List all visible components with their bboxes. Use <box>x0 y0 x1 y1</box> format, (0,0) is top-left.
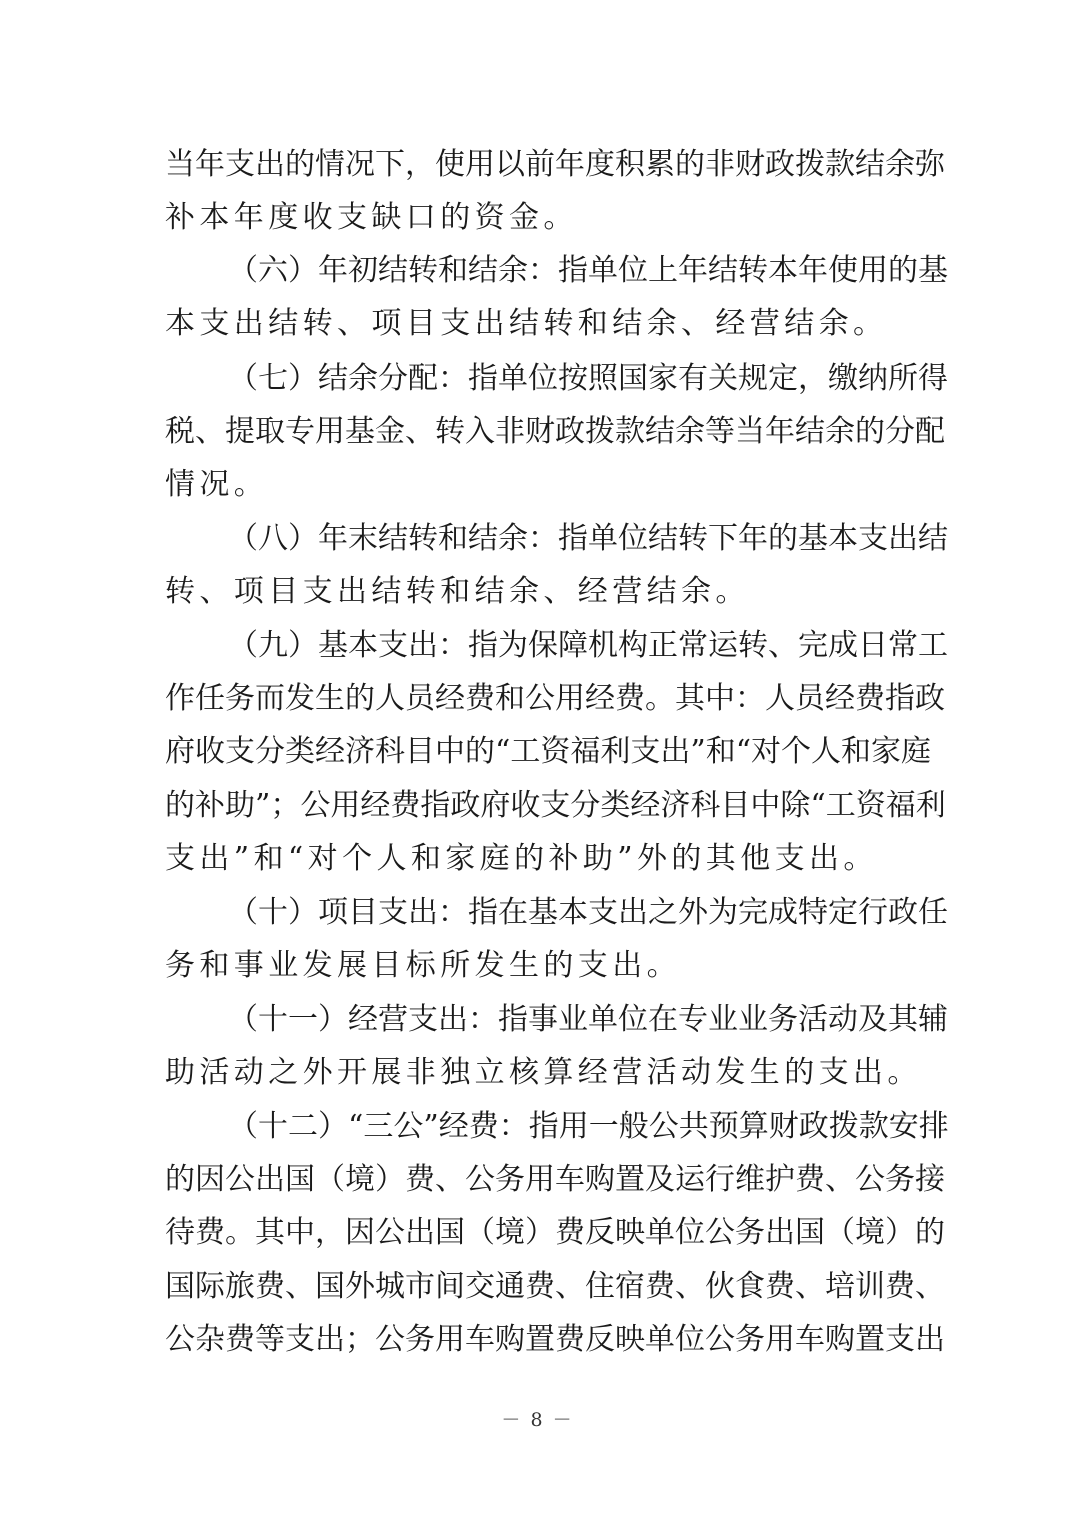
paragraph-start-line: （ 十 ） 项 目 支 出 ： 指 在 基 本 支 出 之 外 为 完 成 特 定 行 政 任 <box>228 895 948 930</box>
text-line: 的 补 助 ” ； 公 用 经 费 指 政 府 收 支 分 类 经 济 科 目 中 除 “ 工 资 福 利 <box>165 788 946 823</box>
paragraph-start-line: （ 六 ） 年 初 结 转 和 结 余 ： 指 单 位 上 年 结 转 本 年 使 用 的 基 <box>228 253 948 288</box>
text-line: 转、项目支出结转和结余、经营结余。 <box>165 574 750 609</box>
text-line: 的 因 公 出 国 （ 境 ） 费 、 公 务 用 车 购 置 及 运 行 维 护 费 、 公 务 接 <box>165 1162 945 1197</box>
text-line: 国 际 旅 费 、 国 外 城 市 间 交 通 费 、 住 宿 费 、 伙 食 费 、 培 训 费 、 <box>165 1269 945 1304</box>
paragraph-start-line: （ 十 二 ） “ 三 公 ” 经 费 ： 指 用 一 般 公 共 预 算 财 政 拨 款 安 排 <box>228 1109 949 1144</box>
paragraph-start-line: （ 十 一 ） 经 营 支 出 ： 指 事 业 单 位 在 专 业 业 务 活 动 及 其 辅 <box>228 1002 948 1037</box>
text-line: 助活动之外开展非独立核算经营活动发生的支出。 <box>165 1055 922 1090</box>
text-line: 当 年 支 出 的 情 况 下 ， 使 用 以 前 年 度 积 累 的 非 财 政 拨 款 结 余 弥 <box>165 147 945 182</box>
text-line: 公 杂 费 等 支 出 ； 公 务 用 车 购 置 费 反 映 单 位 公 务 用 车 购 置 支 出 <box>165 1322 945 1357</box>
text-line: 情况。 <box>165 467 269 502</box>
text-line: 补本年度收支缺口的资金。 <box>165 200 578 235</box>
text-line: 务和事业发展目标所发生的支出。 <box>165 948 681 983</box>
paragraph-start-line: （ 八 ） 年 末 结 转 和 结 余 ： 指 单 位 结 转 下 年 的 基 本 支 出 结 <box>228 521 948 556</box>
paragraph-start-line: （ 七 ） 结 余 分 配 ： 指 单 位 按 照 国 家 有 关 规 定 ， 缴 纳 所 得 <box>228 361 948 396</box>
text-line: 作 任 务 而 发 生 的 人 员 经 费 和 公 用 经 费 。 其 中 ： 人 员 经 费 指 政 <box>165 681 945 716</box>
text-line: 本支出结转、项目支出结转和结余、经营结余。 <box>165 306 888 341</box>
paragraph-start-line: （ 九 ） 基 本 支 出 ： 指 为 保 障 机 构 正 常 运 转 、 完 成 日 常 工 <box>228 628 948 663</box>
text-line: 府 收 支 分 类 经 济 科 目 中 的 “ 工 资 福 利 支 出 ” 和 “ 对 个 人 和 家 庭 <box>165 734 932 769</box>
text-line: 支出”和“对个人和家庭的补助”外的其他支出。 <box>165 841 878 876</box>
page-number: － 8 － <box>501 1409 574 1431</box>
text-line: 待 费 。 其 中 ， 因 公 出 国 （ 境 ） 费 反 映 单 位 公 务 出 国 （ 境 ） 的 <box>165 1215 945 1250</box>
text-line: 税 、 提 取 专 用 基 金 、 转 入 非 财 政 拨 款 结 余 等 当 年 结 余 的 分 配 <box>165 414 945 449</box>
